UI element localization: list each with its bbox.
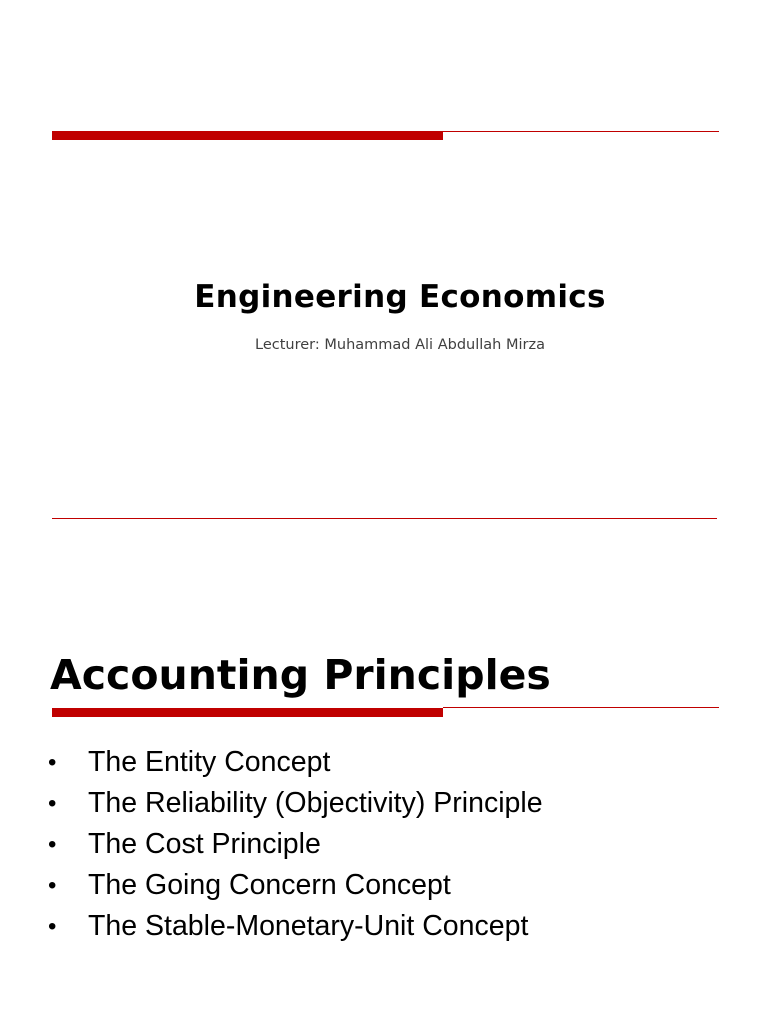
list-item-text: The Reliability (Objectivity) Principle: [88, 787, 543, 819]
accent-bar-thin: [443, 131, 719, 132]
slide-divider: [52, 518, 717, 519]
bullet-list: [48, 742, 543, 947]
list-item: [48, 906, 543, 947]
list-item: [48, 824, 543, 865]
accent-bar-thick: [52, 708, 443, 717]
list-item: [48, 783, 543, 824]
list-item-text: The Stable-Monetary-Unit Concept: [88, 910, 529, 942]
slide-subtitle: Lecturer: Muhammad Ali Abdullah Mirza: [255, 337, 545, 353]
bullet-icon: •: [48, 872, 57, 899]
slide-heading: Accounting Principles: [50, 651, 551, 699]
content-slide: [0, 520, 768, 1024]
list-item-text: The Cost Principle: [88, 828, 321, 860]
accent-bar-thick: [52, 131, 443, 140]
slide-title: Engineering Economics: [194, 279, 606, 315]
bullet-icon: •: [48, 749, 57, 776]
bullet-icon: •: [48, 913, 57, 940]
bullet-icon: •: [48, 831, 57, 858]
accent-bar-thin: [443, 707, 719, 708]
list-item: [48, 865, 543, 906]
list-item-text: The Entity Concept: [88, 746, 331, 778]
list-item-text: The Going Concern Concept: [88, 869, 451, 901]
list-item: [48, 742, 543, 783]
bullet-icon: •: [48, 790, 57, 817]
